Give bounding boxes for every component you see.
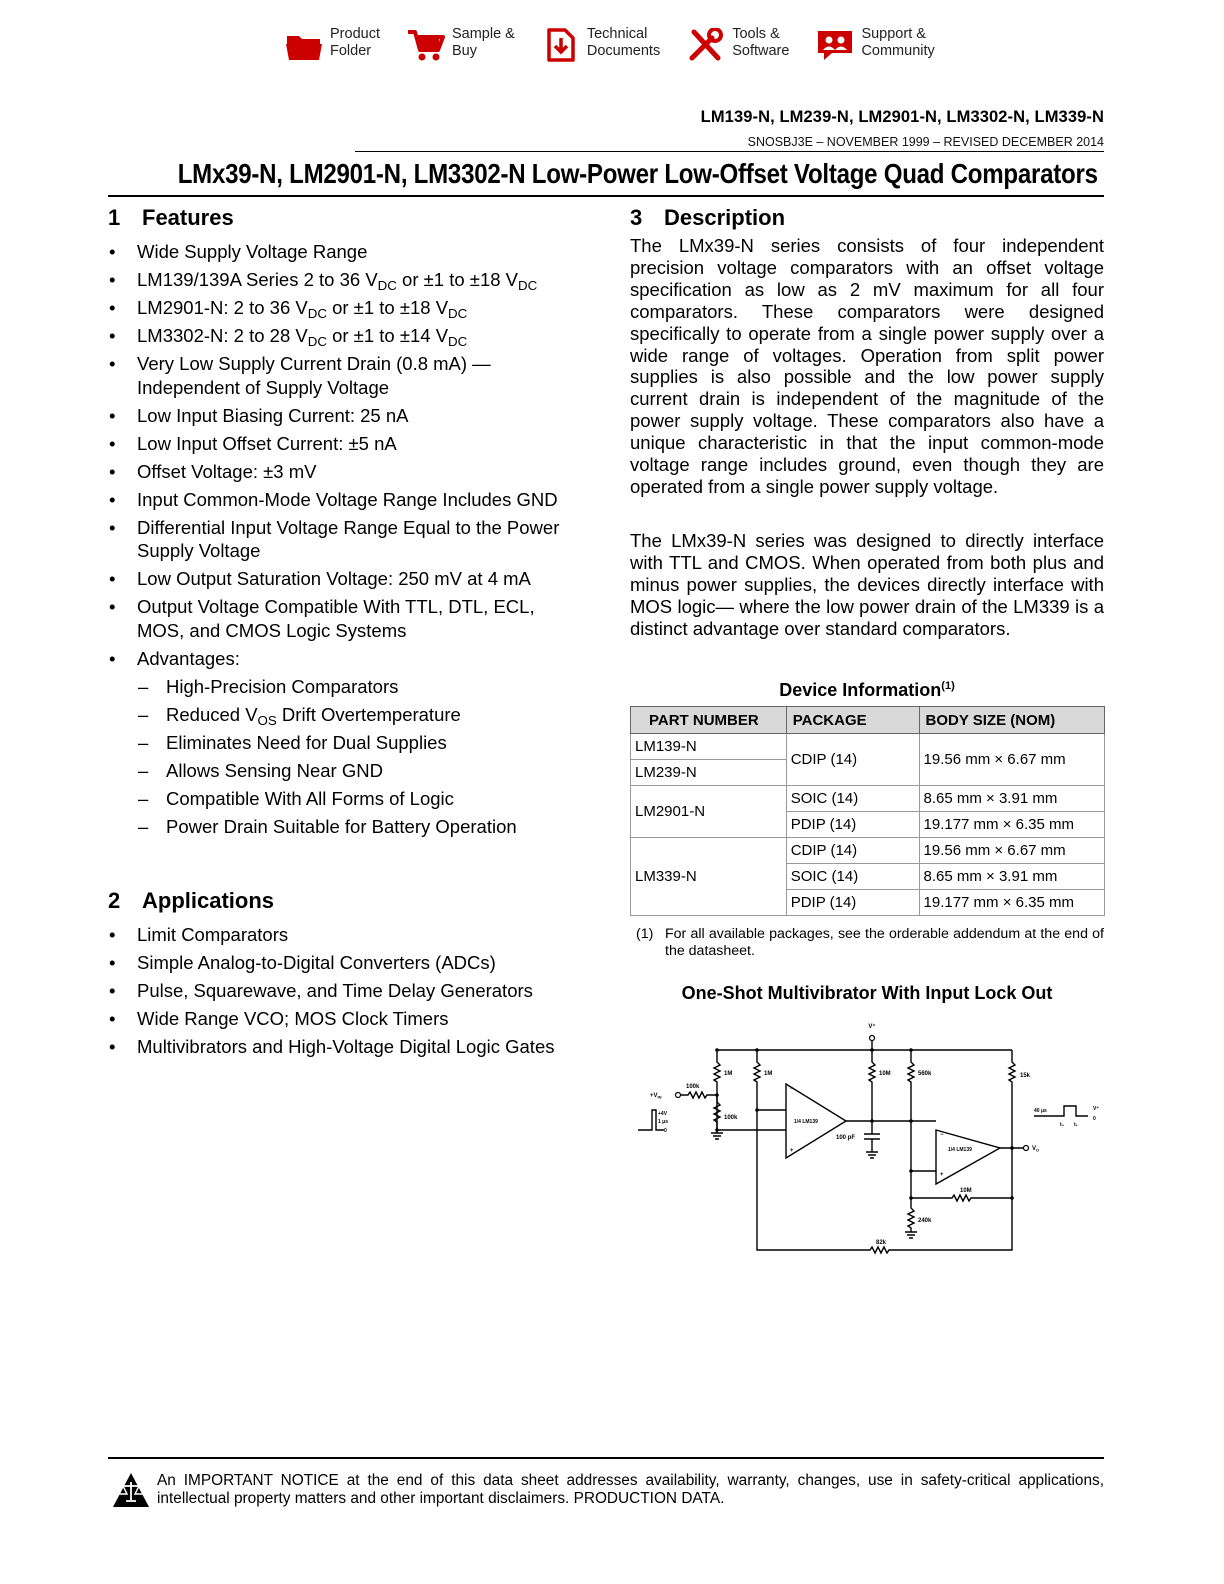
list-item: • Wide Range VCO; MOS Clock Timers — [108, 1007, 578, 1031]
nav-label: Support & — [861, 26, 926, 42]
schematic-label: 82k — [876, 1240, 887, 1246]
device-info-table — [630, 706, 1105, 916]
schematic-label: + — [940, 1172, 944, 1178]
schematic-label: t₁ — [1074, 1122, 1078, 1128]
cart-icon — [406, 28, 446, 62]
nav-sample-buy[interactable] — [406, 26, 515, 70]
nav-tools-software[interactable] — [686, 26, 789, 70]
table-cell: CDIP (14) — [786, 734, 919, 786]
schematic-label: 1/4 LM139 — [948, 1147, 972, 1153]
nav-label: Technical — [586, 26, 648, 42]
part-numbers: LM139-N, LM239-N, LM2901-N, LM3302-N, LM339-N — [700, 108, 1104, 126]
table-row — [631, 734, 1105, 760]
community-icon — [815, 28, 855, 62]
schematic-label: 1M — [764, 1071, 773, 1077]
schematic-label: 100k — [686, 1084, 700, 1090]
table-cell: SOIC (14) — [786, 786, 919, 812]
table-header-row — [631, 707, 1105, 734]
list-item: • LM2901-N: 2 to 36 $V_{DC}$ or ±1 to ±18 $V_{DC}$ — [108, 296, 578, 320]
schematic-label: V⁺ — [1093, 1106, 1099, 1112]
header-divider — [355, 151, 1104, 152]
list-item: • Simple Analog-to-Digital Converters (ADCs) — [108, 951, 578, 975]
table-cell: 19.177 mm × 6.35 mm — [919, 812, 1104, 838]
list-item: – Reduced $V_{OS}$ Drift Overtemperature — [108, 703, 578, 727]
column-header: PACKAGE — [786, 707, 919, 734]
list-item: • Low Input Offset Current: ±5 nA — [108, 432, 578, 456]
nav-label: Tools & — [732, 26, 780, 42]
description-heading: 3 Description — [630, 205, 786, 230]
schematic-label: 15k — [1020, 1073, 1031, 1079]
list-item: • LM3302-N: 2 to 28 $V_{DC}$ or ±1 to ±14 $V_{DC}$ — [108, 324, 578, 348]
table-cell: 19.56 mm × 6.67 mm — [919, 838, 1104, 864]
list-item: • Input Common-Mode Voltage Range Includes GND — [108, 488, 578, 512]
table-cell: 8.65 mm × 3.91 mm — [919, 786, 1104, 812]
list-item: • Low Input Biasing Current: 25 nA — [108, 404, 578, 428]
list-item: • Advantages: — [108, 647, 578, 671]
schematic-label: $+V_{IN}$ — [650, 1093, 662, 1100]
table-row — [631, 838, 1105, 864]
nav-label: Sample & — [451, 26, 515, 42]
list-item: • Very Low Supply Current Drain (0.8 mA) — Independent of Supply Voltage — [108, 352, 578, 399]
column-header: BODY SIZE (NOM) — [919, 707, 1104, 734]
schematic-label: t₀ — [1060, 1122, 1064, 1128]
list-item: • Offset Voltage: ±3 mV — [108, 460, 578, 484]
table-cell: 8.65 mm × 3.91 mm — [919, 864, 1104, 890]
schematic-label: + — [790, 1148, 794, 1154]
table-cell: LM239-N — [631, 760, 787, 786]
list-item: • Wide Supply Voltage Range — [108, 240, 578, 264]
schematic-label: 100 pF — [836, 1135, 856, 1141]
schematic-label: 240k — [918, 1218, 932, 1224]
schematic-label: 10M — [879, 1071, 891, 1077]
document-id: SNOSBJ3E – NOVEMBER 1999 – REVISED DECEMBER 2014 — [747, 135, 1104, 149]
nav-label: Community — [861, 43, 935, 59]
features-heading: 1 Features — [108, 205, 234, 230]
top-nav — [284, 26, 961, 70]
schematic-label: 40 μs — [1034, 1108, 1047, 1114]
table-cell: SOIC (14) — [786, 864, 919, 890]
list-item: • Multivibrators and High-Voltage Digital Logic Gates — [108, 1035, 578, 1059]
description-paragraph: The LMx39-N series was designed to directly interface with TTL and CMOS. When operated from both plus and minus power supplies, the devices directly interface with MOS logic— where the low power drain of the LM339 is a distinct advantage over standard comparators. — [630, 530, 1104, 639]
important-notice: An IMPORTANT NOTICE at the end of this data sheet addresses availability, warranty, changes, use in safety-critical applications, intellectual property matters and other important disclaimers. PRODUCTION DATA. — [157, 1472, 1104, 1507]
applications-heading: 2 Applications — [108, 888, 275, 913]
list-item: – Power Drain Suitable for Battery Operation — [108, 815, 578, 839]
page-title: LMx39-N, LM2901-N, LM3302-N Low-Power Low-Offset Voltage Quad Comparators — [177, 158, 1098, 189]
table-cell: PDIP (14) — [786, 812, 919, 838]
list-item: • Limit Comparators — [108, 923, 578, 947]
list-item: • Pulse, Squarewave, and Time Delay Generators — [108, 979, 578, 1003]
one-shot-multivibrator-schematic — [630, 1018, 1110, 1258]
applications-list — [108, 923, 578, 1063]
table-cell: CDIP (14) — [786, 838, 919, 864]
list-item: • Low Output Saturation Voltage: 250 mV at 4 mA — [108, 567, 578, 591]
schematic-label: 100k — [724, 1115, 738, 1121]
schematic-label: 0 — [664, 1128, 667, 1134]
nav-product-folder[interactable] — [284, 26, 380, 70]
schematic-label: 560k — [918, 1071, 932, 1077]
table-title: Device Information$^{(1)}$ — [779, 680, 955, 700]
nav-label: Folder — [330, 43, 372, 59]
footer-divider — [108, 1457, 1104, 1459]
schematic-label: V⁺ — [868, 1024, 876, 1030]
list-item: • Output Voltage Compatible With TTL, DTL, ECL, MOS, and CMOS Logic Systems — [108, 595, 578, 642]
nav-support-community[interactable] — [815, 26, 934, 70]
list-item: – High-Precision Comparators — [108, 675, 578, 699]
title-divider — [108, 195, 1104, 197]
table-cell: LM139-N — [631, 734, 787, 760]
schematic-label: 1M — [724, 1071, 733, 1077]
schematic-label: 1/4 LM139 — [794, 1119, 818, 1125]
schematic-label: +4V — [658, 1111, 668, 1117]
table-cell: LM2901-N — [631, 786, 787, 838]
table-cell: LM339-N — [631, 838, 787, 916]
list-item: • Differential Input Voltage Range Equal to the Power Supply Voltage — [108, 516, 578, 563]
nav-label: Buy — [451, 43, 477, 59]
schematic-label: 1 μs — [658, 1119, 669, 1125]
folder-icon — [284, 28, 324, 62]
description-paragraph: The LMx39-N series consists of four independent precision voltage comparators with an offset voltage specification as low as 2 mV maximum for all four comparators. These comparators were designed specifically to operate from a single power supply over a wide range of voltages. Operation from split power supplies is also possible and the low power supply current drain is independent of the magnitude of the power supply voltage. These comparators also have a unique characteristic in that the input common-mode voltage range includes ground, even though they are operated from a single power supply voltage. — [630, 235, 1104, 497]
document-download-icon — [541, 28, 581, 62]
table-footnote: (1) For all available packages, see the orderable addendum at the end of the datasheet. — [636, 926, 1104, 959]
schematic-label: $V_O$ — [1032, 1146, 1040, 1153]
warning-scales-icon — [112, 1472, 150, 1508]
features-list — [108, 240, 578, 843]
list-item: – Allows Sensing Near GND — [108, 759, 578, 783]
list-item: – Compatible With All Forms of Logic — [108, 787, 578, 811]
table-cell: PDIP (14) — [786, 890, 919, 916]
list-item: – Eliminates Need for Dual Supplies — [108, 731, 578, 755]
schematic-label: − — [940, 1132, 944, 1138]
nav-label: Software — [732, 43, 790, 59]
table-row — [631, 786, 1105, 812]
table-cell: 19.56 mm × 6.67 mm — [919, 734, 1104, 786]
nav-label: Product — [330, 26, 380, 42]
nav-technical-documents[interactable] — [541, 26, 660, 70]
nav-label: Documents — [586, 43, 661, 59]
list-item: • LM139/139A Series 2 to 36 $V_{DC}$ or ±1 to ±18 $V_{DC}$ — [108, 268, 578, 292]
schematic-label: 10M — [960, 1188, 972, 1194]
schematic-label: − — [790, 1086, 794, 1092]
column-header: PART NUMBER — [631, 707, 787, 734]
table-cell: 19.177 mm × 6.35 mm — [919, 890, 1104, 916]
figure-title: One-Shot Multivibrator With Input Lock Out — [681, 983, 1053, 1003]
schematic-label: 0 — [1093, 1116, 1096, 1122]
tools-icon — [686, 28, 726, 62]
